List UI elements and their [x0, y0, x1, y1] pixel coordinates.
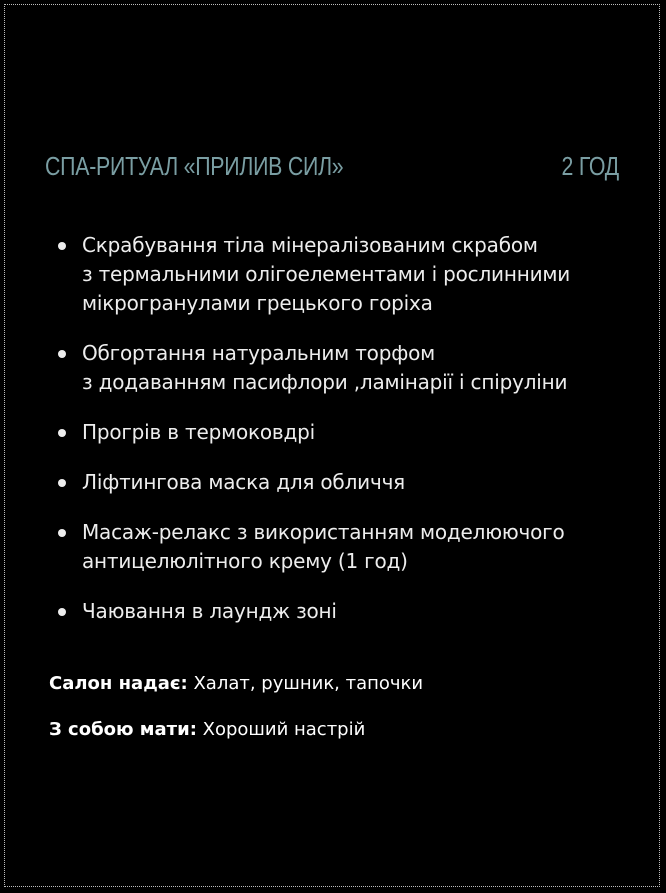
step-text-line: Обгортання натуральним торфом: [82, 341, 436, 365]
bullet-icon: [58, 242, 66, 250]
bring-with-you-value: Хороший настрій: [196, 719, 366, 740]
step-text-line: Масаж-релакс з використанням моделюючого: [82, 520, 565, 544]
step-text-line: з додаванням пасифлори ,ламінарії і спіруліни: [82, 370, 568, 394]
salon-provides-label: Салон надає:: [49, 673, 188, 694]
ritual-steps-list: [50, 231, 650, 647]
list-item: [50, 597, 650, 626]
bullet-icon: [58, 479, 66, 487]
bullet-icon: [58, 429, 66, 437]
step-text-line: мікрогранулами грецького горіха: [82, 291, 433, 315]
ritual-duration: 2 ГОД: [561, 151, 619, 181]
bullet-icon: [58, 529, 66, 537]
list-item: [50, 518, 650, 576]
bullet-icon: [58, 350, 66, 358]
ritual-header: [45, 151, 619, 182]
bring-with-you: [49, 719, 365, 740]
salon-provides: [49, 673, 423, 694]
salon-provides-value: Халат, рушник, тапочки: [187, 673, 424, 694]
list-item: [50, 231, 650, 318]
step-text-line: Прогрів в термоковдрі: [82, 420, 315, 444]
step-text-line: антицелюлітного крему (1 год): [82, 549, 408, 573]
step-text-line: Скрабування тіла мінералізованим скрабом: [82, 233, 538, 257]
list-item: [50, 418, 650, 447]
spa-ritual-card: [4, 4, 660, 887]
bullet-icon: [58, 608, 66, 616]
list-item: [50, 339, 650, 397]
step-text-line: Чаювання в лаундж зоні: [82, 599, 337, 623]
step-text-line: з термальними олігоелементами і рослинними: [82, 262, 571, 286]
bring-with-you-label: З собою мати:: [49, 719, 197, 740]
ritual-title: СПА-РИТУАЛ «ПРИЛИВ СИЛ»: [45, 151, 344, 181]
step-text-line: Ліфтингова маска для обличчя: [82, 470, 406, 494]
list-item: [50, 468, 650, 497]
